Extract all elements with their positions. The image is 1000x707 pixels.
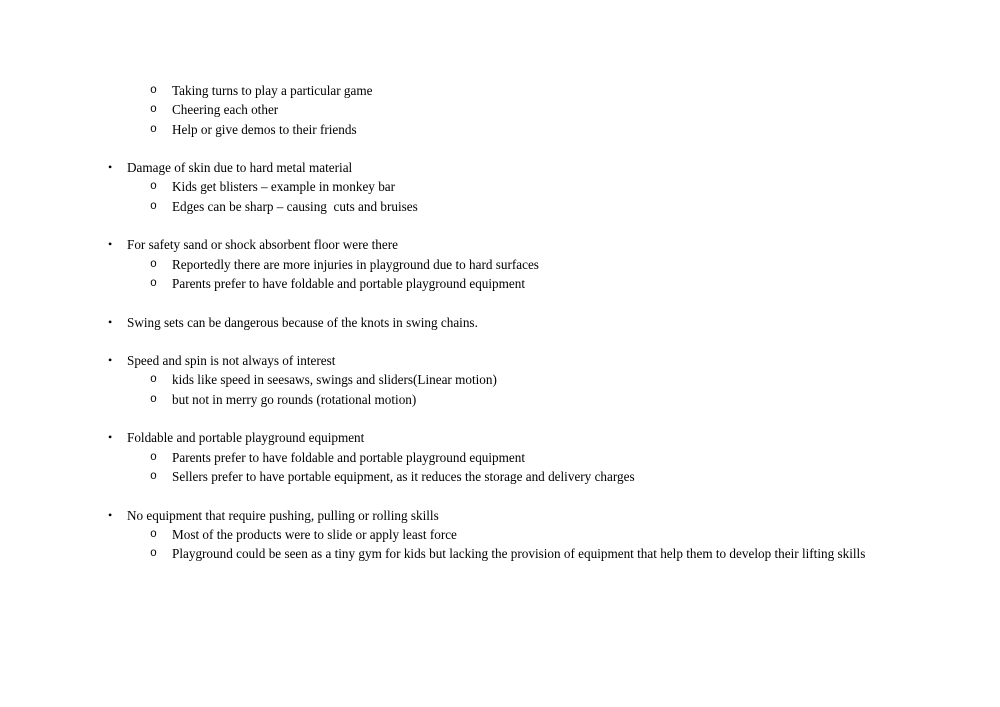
- sub-bullet-text: Parents prefer to have foldable and portable playground equipment: [172, 449, 526, 465]
- bullet-group: [108, 158, 915, 216]
- sub-bullet-marker-icon: o: [150, 199, 157, 213]
- sub-bullet-text: Parents prefer to have foldable and portable playground equipment: [172, 275, 526, 291]
- sub-bullet-item: [150, 525, 915, 544]
- bullet-group: [108, 506, 915, 564]
- sub-bullet-marker-icon: o: [150, 450, 157, 464]
- sub-bullet-item: [150, 370, 915, 389]
- bullet-list: [108, 81, 915, 563]
- bullet-marker-icon: •: [108, 353, 113, 368]
- sub-bullet-item: [150, 81, 915, 100]
- bullet-item: [108, 313, 915, 332]
- sub-bullet-item: [150, 100, 915, 119]
- sub-bullet-marker-icon: o: [150, 122, 157, 136]
- sub-bullet-marker-icon: o: [150, 547, 157, 561]
- bullet-group: [108, 235, 915, 293]
- sub-bullet-text: Sellers prefer to have portable equipment, as it reduces the storage and delivery charges: [172, 468, 635, 484]
- sub-bullet-marker-icon: o: [150, 84, 157, 97]
- sub-bullet-item: [150, 197, 915, 216]
- bullet-text: For safety sand or shock absorbent floor were there: [127, 237, 398, 253]
- sub-bullet-marker-icon: o: [150, 180, 157, 194]
- sub-bullet-item: [150, 448, 915, 467]
- sub-bullet-text: Playground could be seen as a tiny gym for kids but lacking the provision of equipment that help them to develop their lifting skills: [172, 546, 866, 562]
- bullet-text: Swing sets can be dangerous because of the knots in swing chains.: [127, 314, 478, 330]
- sub-bullet-item: [150, 177, 915, 196]
- bullet-marker-icon: •: [108, 314, 113, 329]
- sub-bullet-marker-icon: o: [150, 373, 157, 387]
- bullet-text: No equipment that require pushing, pulling or rolling skills: [127, 507, 439, 523]
- sub-bullet-item: [150, 390, 915, 409]
- bullet-group: [108, 313, 915, 332]
- bullet-text: Foldable and portable playground equipment: [127, 430, 365, 446]
- bullet-group: [108, 81, 915, 139]
- sub-bullet-marker-icon: o: [150, 469, 157, 483]
- sub-bullet-text: Reportedly there are more injuries in playground due to hard surfaces: [172, 256, 539, 272]
- bullet-marker-icon: •: [108, 507, 113, 522]
- bullet-marker-icon: •: [108, 160, 113, 175]
- sub-bullet-text: Kids get blisters – example in monkey bar: [172, 179, 396, 195]
- bullet-text: Damage of skin due to hard metal material: [127, 160, 353, 176]
- bullet-item: [108, 158, 915, 177]
- bullet-item: [108, 351, 915, 370]
- bullet-group: [108, 351, 915, 409]
- sub-bullet-marker-icon: o: [150, 276, 157, 290]
- bullet-text: Speed and spin is not always of interest: [127, 353, 336, 369]
- sub-bullet-marker-icon: o: [150, 103, 157, 117]
- sub-bullet-text: kids like speed in seesaws, swings and sliders(Linear motion): [172, 372, 497, 388]
- sub-bullet-text: Taking turns to play a particular game: [172, 83, 373, 98]
- sub-bullet-text: Help or give demos to their friends: [172, 121, 357, 137]
- bullet-item: [108, 428, 915, 447]
- sub-bullet-item: [150, 255, 915, 274]
- sub-bullet-text: Edges can be sharp – causing cuts and bruises: [172, 198, 418, 214]
- sub-bullet-text: Cheering each other: [172, 102, 279, 118]
- bullet-item: [108, 506, 915, 525]
- sub-bullet-item: [150, 274, 915, 293]
- sub-bullet-text: but not in merry go rounds (rotational motion): [172, 391, 417, 407]
- sub-bullet-item: [150, 544, 915, 563]
- bullet-group: [108, 428, 915, 486]
- sub-bullet-item: [150, 120, 915, 139]
- sub-bullet-text: Most of the products were to slide or apply least force: [172, 526, 457, 542]
- sub-bullet-item: [150, 467, 915, 486]
- sub-bullet-marker-icon: o: [150, 527, 157, 541]
- document-content: [108, 0, 915, 563]
- sub-bullet-marker-icon: o: [150, 257, 157, 271]
- sub-bullet-marker-icon: o: [150, 392, 157, 406]
- bullet-marker-icon: •: [108, 430, 113, 445]
- bullet-marker-icon: •: [108, 237, 113, 252]
- bullet-item: [108, 235, 915, 254]
